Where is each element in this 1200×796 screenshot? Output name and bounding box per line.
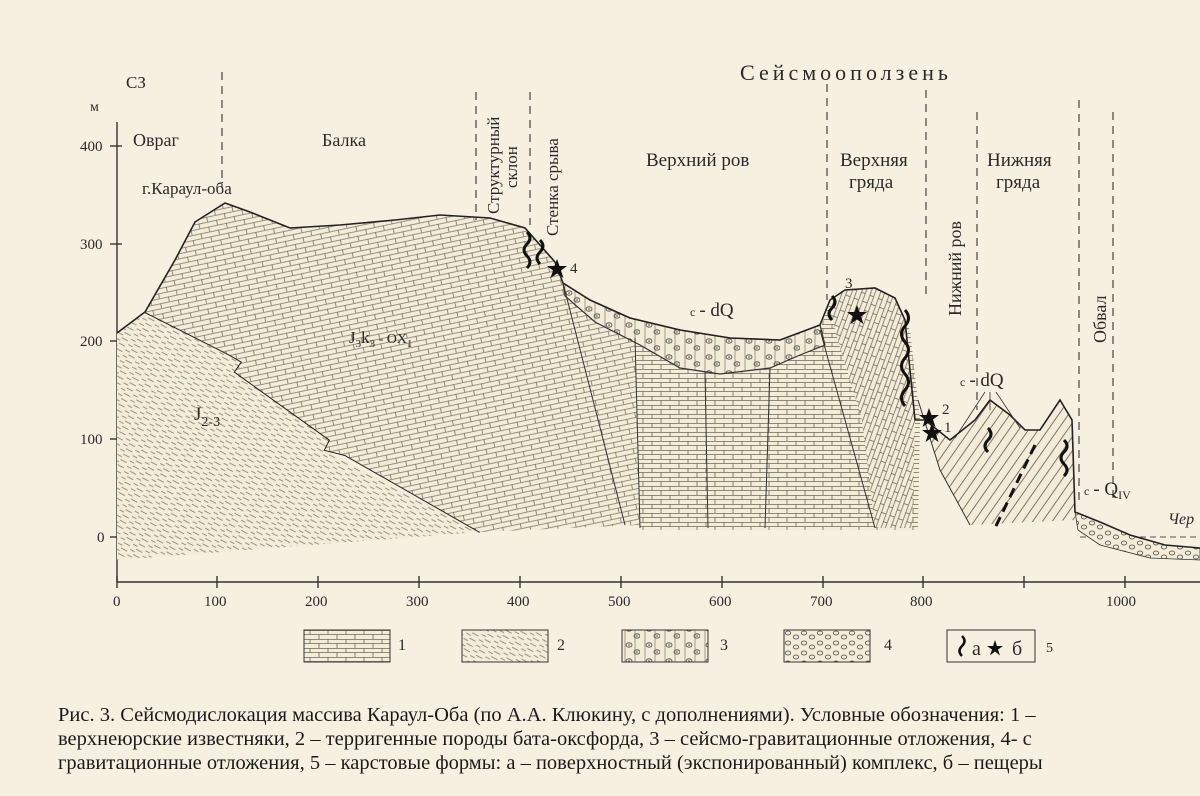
- y-tick-label: 300: [80, 237, 103, 253]
- cdq-lower-label: с - dQ: [960, 370, 1004, 391]
- marker-3: 3: [845, 276, 853, 292]
- unit-j3-label: $J_3k_3$ $^{- OX}_1$: [349, 328, 413, 350]
- figure-caption: [58, 703, 1198, 775]
- zone-ovrag: Овраг: [133, 130, 179, 150]
- y-tick-label: 100: [80, 432, 103, 448]
- x-tick-label: 400: [507, 594, 530, 610]
- legend-5b: б: [1012, 638, 1023, 660]
- direction-label: СЗ: [126, 73, 146, 92]
- x-tick-label: 100: [204, 594, 227, 610]
- x-axis: [117, 576, 1200, 588]
- legend-num-2: 2: [557, 637, 565, 654]
- unit-j23-label: $J_{2-3}$: [194, 404, 221, 430]
- legend-swatch-3: [622, 630, 708, 662]
- x-tick-label: 200: [305, 594, 328, 610]
- zone-struct-2: склон: [502, 146, 521, 188]
- zone-nizh-rov: Нижний ров: [945, 221, 965, 316]
- legend-swatch-2: [462, 630, 548, 662]
- x-tick-label: 800: [910, 594, 933, 610]
- x-tick-label: 0: [113, 594, 121, 610]
- x-tick-label: 1000: [1106, 594, 1136, 610]
- marker-1: 1: [944, 420, 952, 436]
- x-tick-label: 500: [608, 594, 631, 610]
- y-tick-label: 0: [97, 530, 105, 546]
- x-tick-label: 600: [709, 594, 732, 610]
- block-nizh-gryada: [925, 400, 1075, 525]
- caption-line: гравитационные отложения, 5 – карстовые формы: а – поверхностный (экспонированный) комплекс, б – пещеры: [58, 752, 1043, 774]
- zone-verkh-gryada-2: гряда: [849, 172, 894, 193]
- legend-5a: а: [972, 638, 981, 660]
- zone-stenka: Стенка срыва: [543, 138, 562, 236]
- marker-4: 4: [570, 261, 578, 277]
- legend: [304, 630, 1053, 662]
- y-axis-ticks: [80, 139, 105, 546]
- marker-2: 2: [942, 402, 950, 418]
- cq-label: с - $Q_{IV}$: [1084, 479, 1131, 502]
- x-tick-label: 300: [406, 594, 429, 610]
- unit-label: м: [90, 100, 99, 115]
- caption-line: верхнеюрские известняки, 2 – терригенные породы бата-оксфорда, 3 – сейсмо-гравитационные отложения, 4- с: [58, 728, 1032, 750]
- cdq-upper-label: с - dQ: [690, 300, 734, 321]
- zone-nizh-gryada-1: Нижняя: [987, 150, 1052, 171]
- sea-label: Чер: [1168, 511, 1195, 528]
- zone-verkh-gryada-1: Верхняя: [840, 150, 908, 171]
- zone-obval: Обвал: [1090, 295, 1110, 343]
- complex-title: Сейсмооползень: [740, 60, 952, 85]
- y-tick-label: 400: [80, 139, 103, 155]
- legend-num-5: 5: [1046, 641, 1053, 656]
- zone-struct-1: Структурный: [484, 116, 503, 214]
- peak-label: г.Караул-оба: [142, 179, 232, 198]
- x-tick-label: 700: [810, 594, 833, 610]
- zone-verkh-rov: Верхний ров: [646, 150, 750, 171]
- zone-balka: Балка: [322, 130, 366, 150]
- legend-num-4: 4: [884, 637, 892, 654]
- legend-num-3: 3: [720, 637, 728, 654]
- zone-nizh-gryada-2: гряда: [996, 172, 1041, 193]
- legend-swatch-4: [784, 630, 870, 662]
- legend-swatch-1: [304, 630, 390, 662]
- y-tick-label: 200: [80, 334, 103, 350]
- caption-line: Рис. 3. Сейсмодислокация массива Караул-Оба (по А.А. Клюкину, с дополнениями). Условные обозначения: 1 –: [58, 704, 1036, 726]
- x-axis-ticks: [113, 594, 1136, 610]
- legend-num-1: 1: [398, 637, 406, 654]
